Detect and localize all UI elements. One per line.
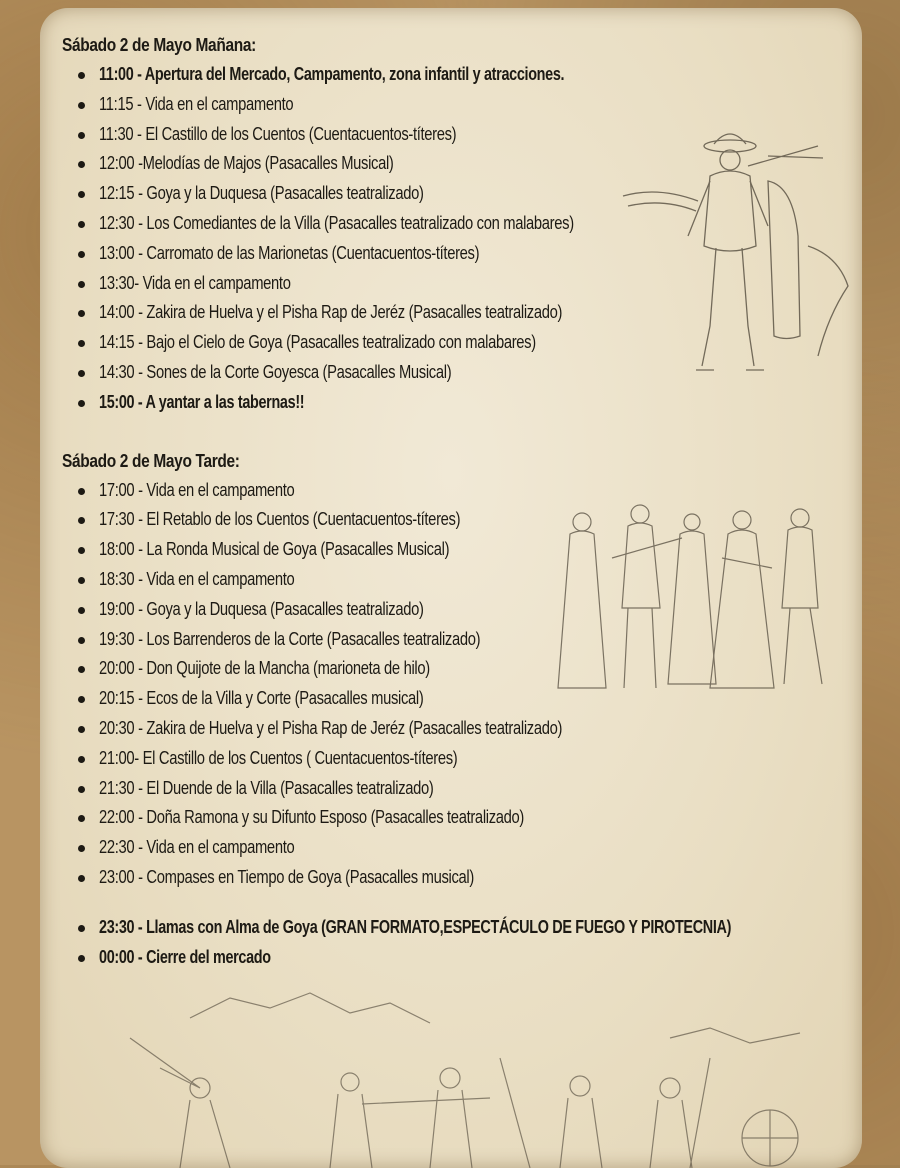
- bullet-icon: [78, 637, 85, 644]
- list-item: 12:30 - Los Comediantes de la Villa (Pasacalles teatralizado con malabares): [62, 209, 852, 239]
- bullet-icon: [78, 726, 85, 733]
- bullet-icon: [78, 72, 85, 79]
- bullet-icon: [78, 191, 85, 198]
- bullet-icon: [78, 370, 85, 377]
- bullet-icon: [78, 547, 85, 554]
- list-item: 18:00 - La Ronda Musical de Goya (Pasacalles Musical): [62, 535, 852, 565]
- bullet-icon: [78, 310, 85, 317]
- bullet-icon: [78, 577, 85, 584]
- list-item: 17:00 - Vida en el campamento: [62, 476, 852, 506]
- list-item: 23:00 - Compases en Tiempo de Goya (Pasacalles musical): [62, 863, 852, 893]
- bullet-icon: [78, 488, 85, 495]
- list-item: 12:00 -Melodías de Majos (Pasacalles Musical): [62, 149, 852, 179]
- bullet-icon: [78, 925, 85, 932]
- list-item: 12:15 - Goya y la Duquesa (Pasacalles teatralizado): [62, 179, 852, 209]
- list-item: 14:30 - Sones de la Corte Goyesca (Pasacalles Musical): [62, 358, 852, 388]
- afternoon-list: [62, 476, 852, 893]
- bullet-icon: [78, 281, 85, 288]
- list-item: 21:00- El Castillo de los Cuentos ( Cuentacuentos-títeres): [62, 744, 852, 774]
- list-item: 14:00 - Zakira de Huelva y el Pisha Rap de Jeréz (Pasacalles teatralizado): [62, 298, 852, 328]
- bullet-icon: [78, 786, 85, 793]
- list-item: 22:00 - Doña Ramona y su Difunto Esposo (Pasacalles teatralizado): [62, 803, 852, 833]
- list-item: 13:00 - Carromato de las Marionetas (Cuentacuentos-títeres): [62, 239, 852, 269]
- list-item: 19:30 - Los Barrenderos de la Corte (Pasacalles teatralizado): [62, 625, 852, 655]
- spacer: [62, 418, 852, 446]
- list-item: 19:00 - Goya y la Duquesa (Pasacalles teatralizado): [62, 595, 852, 625]
- bullet-icon: [78, 517, 85, 524]
- bullet-icon: [78, 251, 85, 258]
- list-item: 13:30- Vida en el campamento: [62, 269, 852, 299]
- afternoon-title: Sábado 2 de Mayo Tarde:: [62, 450, 240, 471]
- bullet-icon: [78, 875, 85, 882]
- bullet-icon: [78, 666, 85, 673]
- list-item: 17:30 - El Retablo de los Cuentos (Cuentacuentos-títeres): [62, 505, 852, 535]
- schedule-content: [62, 30, 852, 972]
- bullet-icon: [78, 221, 85, 228]
- bullet-icon: [78, 132, 85, 139]
- list-item: 23:30 - Llamas con Alma de Goya (GRAN FORMATO,ESPECTÁCULO DE FUEGO Y PIROTECNIA): [62, 913, 852, 943]
- bullet-icon: [78, 756, 85, 763]
- bullet-icon: [78, 102, 85, 109]
- spacer: [62, 893, 852, 913]
- list-item: 22:30 - Vida en el campamento: [62, 833, 852, 863]
- list-item: 14:15 - Bajo el Cielo de Goya (Pasacalles teatralizado con malabares): [62, 328, 852, 358]
- list-item: 11:15 - Vida en el campamento: [62, 90, 852, 120]
- bullet-icon: [78, 400, 85, 407]
- list-item: 11:30 - El Castillo de los Cuentos (Cuentacuentos-títeres): [62, 120, 852, 150]
- morning-title: Sábado 2 de Mayo Mañana:: [62, 35, 256, 55]
- bullet-icon: [78, 161, 85, 168]
- bullet-icon: [78, 340, 85, 347]
- bullet-icon: [78, 955, 85, 962]
- list-item: 20:00 - Don Quijote de la Mancha (marioneta de hilo): [62, 654, 852, 684]
- list-item: 20:30 - Zakira de Huelva y el Pisha Rap de Jeréz (Pasacalles teatralizado): [62, 714, 852, 744]
- list-item: 00:00 - Cierre del mercado: [62, 943, 852, 973]
- list-item: 20:15 - Ecos de la Villa y Corte (Pasacalles musical): [62, 684, 852, 714]
- list-item: 15:00 - A yantar a las tabernas!!: [62, 388, 852, 418]
- list-item: 11:00 - Apertura del Mercado, Campamento, zona infantil y atracciones.: [62, 60, 852, 90]
- engraving-battle-scene: [110, 978, 830, 1168]
- list-item: 18:30 - Vida en el campamento: [62, 565, 852, 595]
- schedule-panel: [40, 8, 862, 1168]
- bullet-icon: [78, 815, 85, 822]
- list-item: 21:30 - El Duende de la Villa (Pasacalles teatralizado): [62, 774, 852, 804]
- morning-list: [62, 60, 852, 418]
- bullet-icon: [78, 696, 85, 703]
- bullet-icon: [78, 607, 85, 614]
- bullet-icon: [78, 845, 85, 852]
- night-list: [62, 913, 852, 973]
